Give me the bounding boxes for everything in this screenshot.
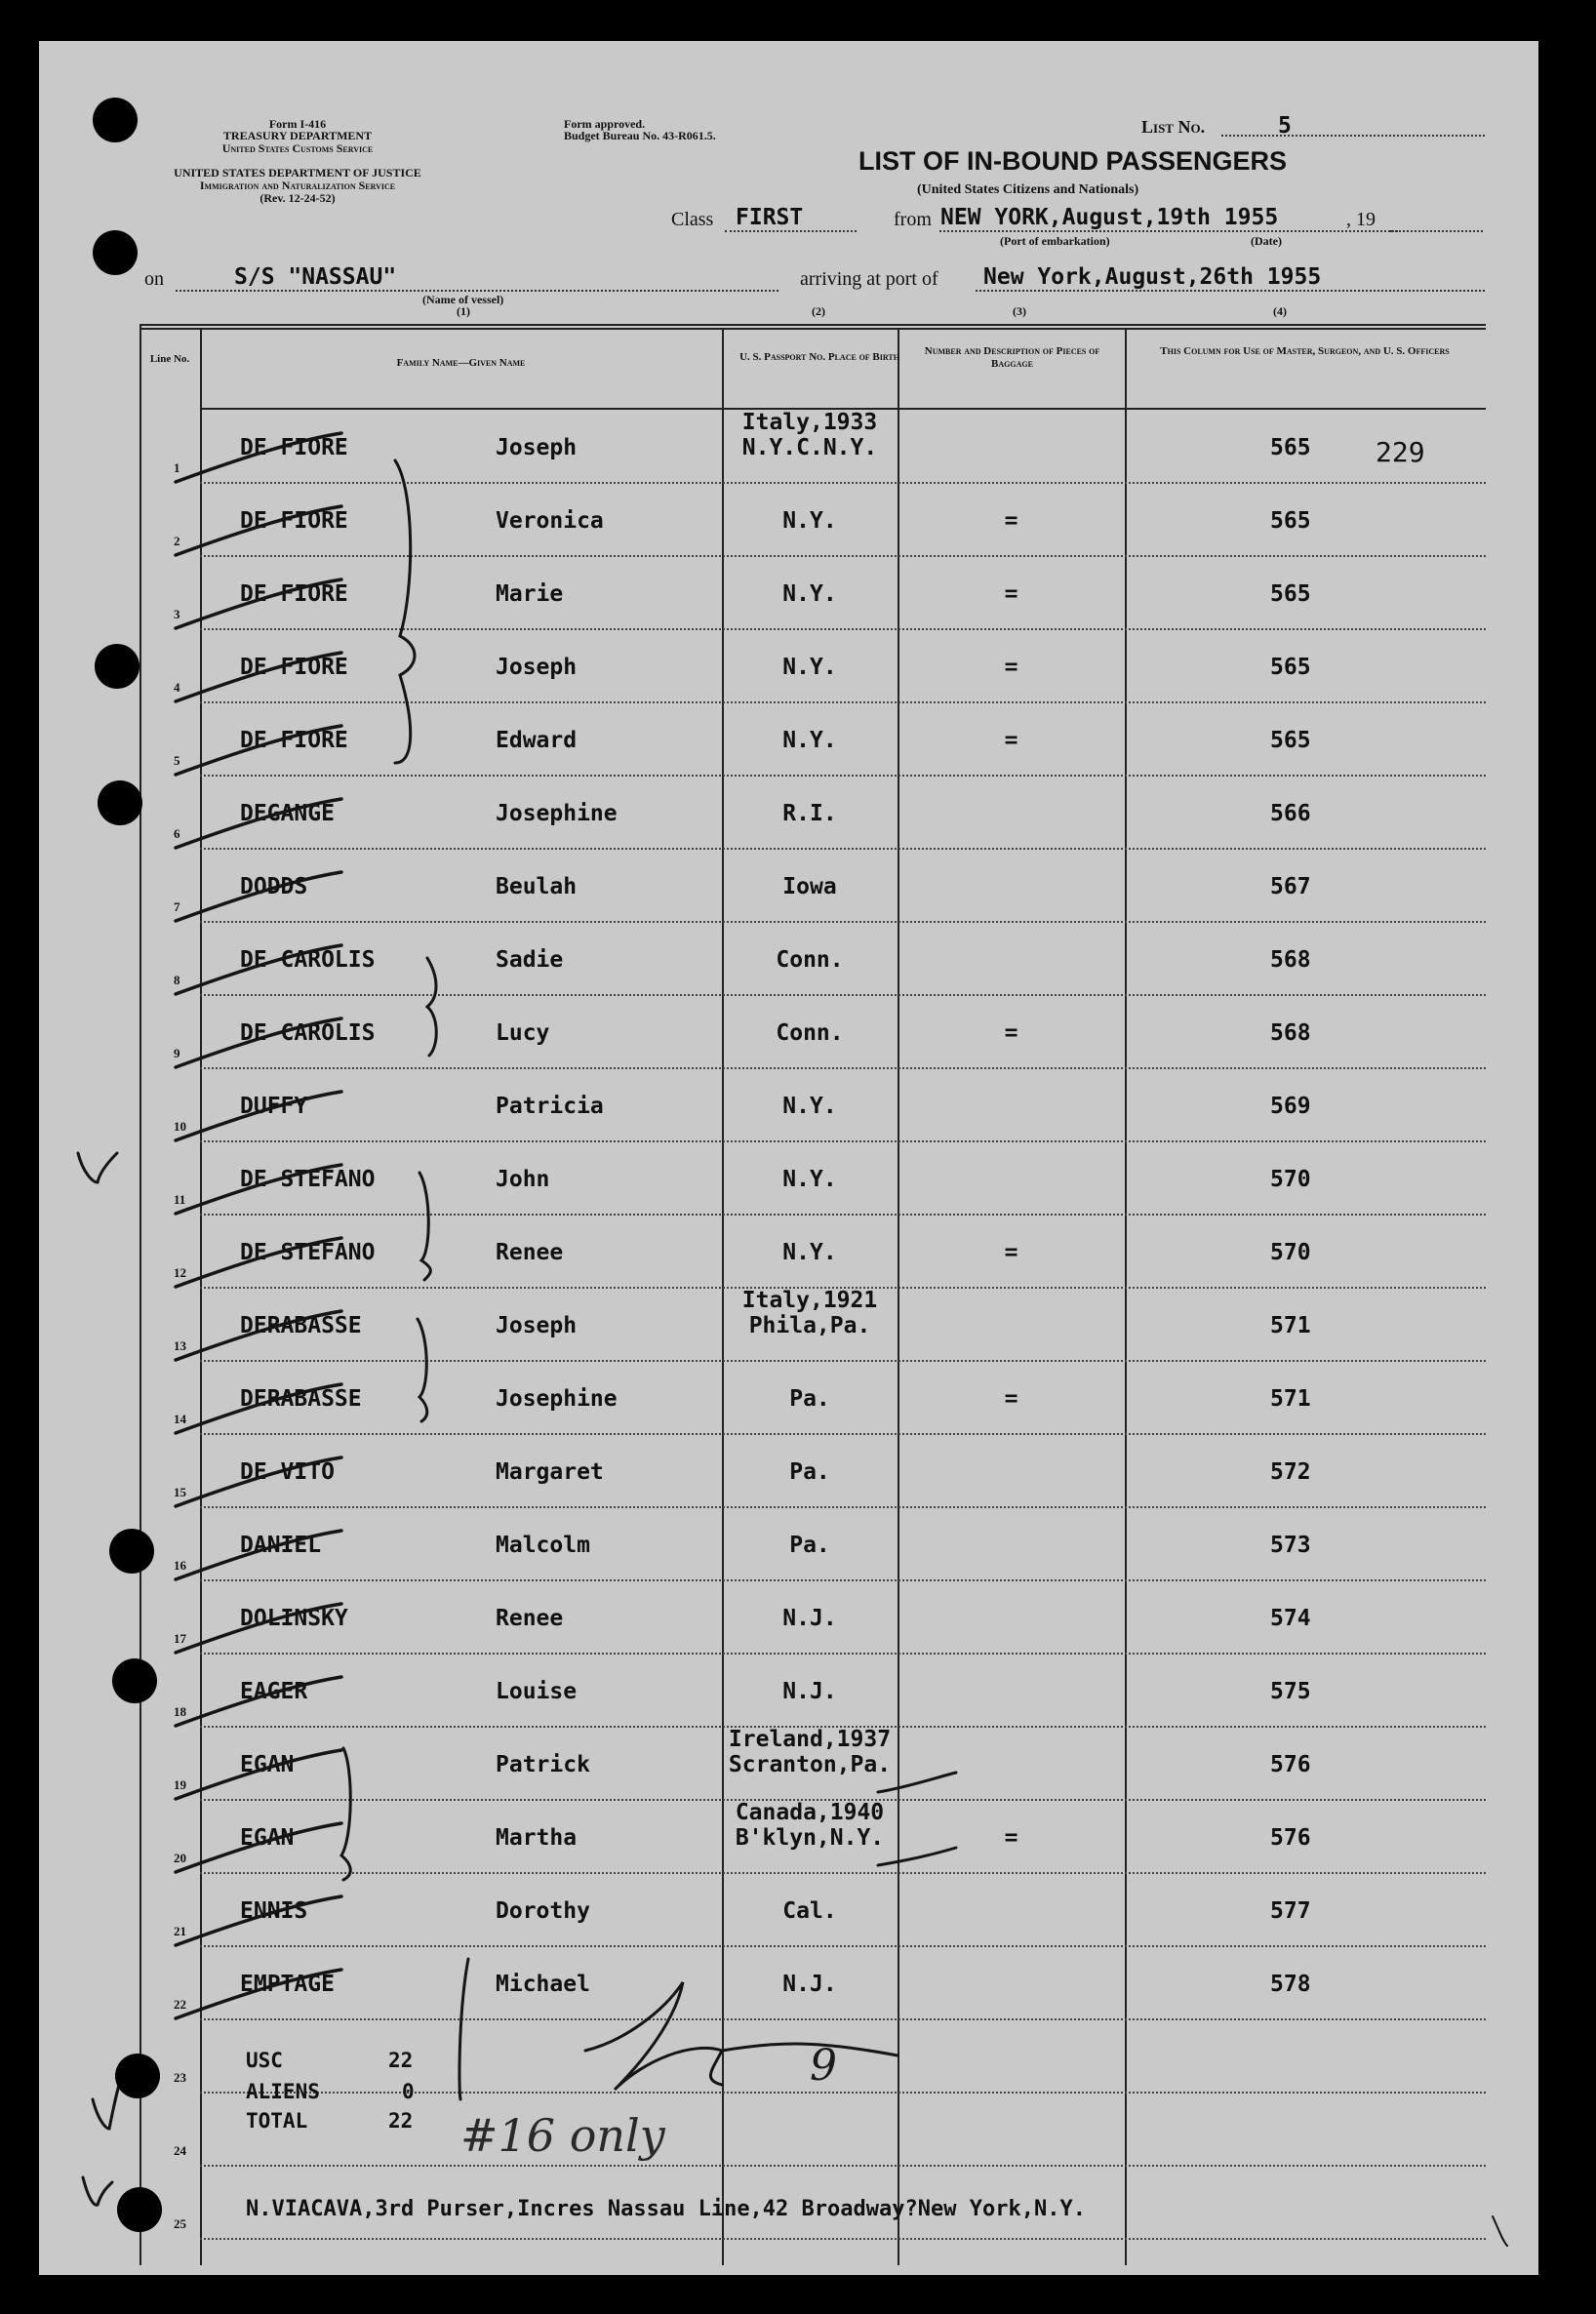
place-of-birth: N.J.	[782, 1972, 837, 1997]
family-name: EAGER	[240, 1679, 308, 1704]
officer-number: 569	[1270, 1094, 1311, 1119]
margin-mark	[1493, 2216, 1507, 2246]
officer-number: 565	[1270, 508, 1311, 534]
given-name: John	[496, 1167, 550, 1192]
officer-number: 570	[1270, 1240, 1311, 1265]
place-of-birth: Cal.	[782, 1898, 837, 1924]
line-number: 15	[174, 1485, 186, 1499]
check-stroke	[176, 653, 341, 701]
officer-number: 576	[1270, 1752, 1311, 1777]
officer-number: 567	[1270, 874, 1311, 899]
given-name: Sadie	[496, 947, 564, 973]
signature-bracket	[459, 1959, 468, 2099]
caption-2: (2)	[812, 304, 825, 318]
family-name: DEGANGE	[240, 801, 335, 826]
place-of-birth: Iowa	[782, 874, 837, 899]
family-name: DE FIORE	[240, 655, 348, 680]
line-number: 23	[174, 2070, 186, 2085]
col-name: Family Name—Given Name	[396, 357, 526, 369]
place-of-birth: R.I.	[782, 801, 837, 826]
check-stroke	[176, 1238, 341, 1287]
class-value: FIRST	[736, 205, 804, 230]
check-stroke	[176, 1677, 341, 1726]
place-of-birth: B'klyn,N.Y.	[735, 1825, 885, 1851]
check-stroke	[176, 1823, 341, 1872]
line-number: 25	[174, 2216, 186, 2231]
usc-count: 22	[388, 2049, 414, 2072]
family-name: DE STEFANO	[240, 1167, 376, 1192]
check-stroke	[176, 1018, 341, 1067]
family-name: DE FIORE	[240, 581, 348, 607]
margin-checkmark	[78, 1153, 117, 1182]
line-number: 14	[174, 1412, 186, 1426]
place-of-birth: N.J.	[782, 1606, 837, 1631]
purser-signature-line: N.VIACAVA,3rd Purser,Incres Nassau Line,42 Broadway?New York,N.Y.	[246, 2197, 1086, 2221]
given-name: Patrick	[496, 1752, 590, 1777]
usc-label: USC	[246, 2049, 283, 2072]
check-stroke	[176, 1384, 341, 1433]
officer-number: 576	[1270, 1825, 1311, 1851]
birth-year: Italy,1921	[741, 1288, 878, 1313]
place-of-birth: N.Y.	[782, 581, 837, 607]
col-line-no: Line No.	[149, 353, 190, 365]
place-of-birth: N.Y.C.N.Y.	[741, 435, 878, 460]
place-of-birth: N.Y.	[782, 1240, 837, 1265]
baggage-mark: =	[1004, 1240, 1018, 1265]
page-subtitle: (United States Citizens and Nationals)	[917, 182, 1139, 197]
check-stroke	[176, 945, 341, 994]
line-number: 6	[174, 826, 180, 841]
col-passport: U. S. Passport No. Place of Birth	[739, 351, 899, 363]
family-name: DE CAROLIS	[240, 947, 376, 973]
place-of-birth: Scranton,Pa.	[728, 1752, 892, 1777]
family-name: DE VITO	[240, 1459, 335, 1485]
birth-year: Italy,1933	[741, 410, 878, 435]
line-number: 5	[174, 753, 180, 768]
birth-year: Ireland,1937	[728, 1727, 892, 1752]
line-number: 1	[174, 460, 180, 475]
family-name: DE FIORE	[240, 728, 348, 753]
given-name: Michael	[496, 1972, 590, 1997]
date-caption: (Date)	[1251, 234, 1282, 248]
line-number: 9	[174, 1046, 180, 1060]
family-name: DE CAROLIS	[240, 1020, 376, 1046]
family-name: EGAN	[240, 1752, 295, 1777]
line-number: 16	[174, 1558, 186, 1573]
check-stroke	[176, 1604, 341, 1653]
check-stroke	[176, 1311, 341, 1360]
given-name: Patricia	[496, 1094, 604, 1119]
line-number: 20	[174, 1851, 186, 1865]
family-name: DERABASSE	[240, 1313, 362, 1338]
baggage-mark: =	[1004, 655, 1018, 680]
place-of-birth: N.Y.	[782, 1167, 837, 1192]
family-name: EMPTAGE	[240, 1972, 335, 1997]
page-stamp: 229	[1376, 436, 1425, 468]
handwritten-signature	[585, 1982, 898, 2090]
given-name: Lucy	[496, 1020, 550, 1046]
officer-number: 566	[1270, 801, 1311, 826]
check-stroke	[176, 1970, 341, 2018]
officer-number: 578	[1270, 1972, 1311, 1997]
col-officers: This Column for Use of Master, Surgeon, and U. S. Officers	[1160, 345, 1450, 357]
baggage-mark: =	[1004, 1825, 1018, 1851]
form-number: Form I-416	[268, 117, 327, 131]
place-of-birth: N.Y.	[782, 728, 837, 753]
form-approved: Form approved.	[564, 117, 646, 131]
margin-checkmark	[83, 2177, 112, 2205]
place-of-birth: Pa.	[789, 1386, 830, 1412]
line-number: 12	[174, 1265, 186, 1280]
officer-number: 574	[1270, 1606, 1311, 1631]
punch-hole	[115, 2054, 160, 2098]
check-stroke	[176, 799, 341, 848]
baggage-mark: =	[1004, 728, 1018, 753]
place-of-birth: N.Y.	[782, 655, 837, 680]
place-of-birth: Conn.	[776, 1020, 844, 1046]
place-of-birth: Conn.	[776, 947, 844, 973]
given-name: Martha	[496, 1825, 578, 1851]
year-suffix: , 19	[1346, 209, 1376, 230]
officer-number: 565	[1270, 655, 1311, 680]
family-name: DE STEFANO	[240, 1240, 376, 1265]
given-name: Edward	[496, 728, 578, 753]
birth-year: Canada,1940	[735, 1800, 885, 1825]
line-number: 18	[174, 1704, 186, 1719]
place-of-birth: N.Y.	[782, 508, 837, 534]
budget-bureau: Budget Bureau No. 43-R061.5.	[564, 129, 716, 142]
handwritten-initial: 9	[810, 2041, 837, 2091]
revision: (Rev. 12-24-52)	[259, 191, 336, 205]
check-stroke	[176, 1531, 341, 1579]
family-name: DODDS	[240, 874, 308, 899]
family-name: DERABASSE	[240, 1386, 362, 1412]
aliens-label: ALIENS	[246, 2080, 320, 2103]
check-stroke	[176, 726, 341, 775]
strike-mark	[878, 1773, 956, 1792]
baggage-mark: =	[1004, 508, 1018, 534]
treasury-department: TREASURY DEPARTMENT	[222, 129, 373, 142]
check-stroke	[176, 872, 341, 921]
on-label: on	[144, 268, 164, 290]
given-name: Josephine	[496, 801, 618, 826]
family-name: EGAN	[240, 1825, 295, 1851]
given-name: Dorothy	[496, 1898, 590, 1924]
ink-marks	[39, 41, 1538, 2275]
baggage-mark: =	[1004, 1020, 1018, 1046]
handwritten-note: #16 only	[460, 2109, 665, 2162]
arriving-label: arriving at port of	[800, 268, 938, 290]
check-stroke	[176, 506, 341, 555]
punch-hole	[95, 644, 140, 689]
brace-derabasse	[418, 1319, 427, 1421]
line-number: 22	[174, 1997, 186, 2012]
line-number: 2	[174, 534, 180, 548]
list-no-value: 5	[1278, 113, 1292, 139]
check-stroke	[176, 1092, 341, 1140]
from-label: from	[894, 209, 932, 230]
line-number: 7	[174, 899, 180, 914]
aliens-count: 0	[402, 2080, 415, 2103]
officer-number: 572	[1270, 1459, 1311, 1485]
punch-hole	[112, 1658, 157, 1703]
line-number: 21	[174, 1924, 186, 1938]
officer-number: 577	[1270, 1898, 1311, 1924]
punch-hole	[98, 780, 142, 825]
place-of-birth: N.J.	[782, 1679, 837, 1704]
line-number: 13	[174, 1338, 186, 1353]
check-stroke	[176, 1457, 341, 1506]
total-count: 22	[388, 2109, 414, 2133]
family-name: DE FIORE	[240, 435, 348, 460]
officer-number: 575	[1270, 1679, 1311, 1704]
page-title: LIST OF IN-BOUND PASSENGERS	[858, 146, 1288, 176]
line-number: 24	[174, 2143, 186, 2158]
line-number: 19	[174, 1777, 186, 1792]
brace-destefano	[419, 1173, 430, 1280]
vessel-caption: (Name of vessel)	[422, 293, 504, 306]
check-stroke	[176, 1896, 341, 1945]
family-name: DANIEL	[240, 1533, 322, 1558]
given-name: Marie	[496, 581, 564, 607]
caption-4: (4)	[1273, 304, 1287, 318]
customs-service: United States Customs Service	[221, 141, 374, 155]
given-name: Louise	[496, 1679, 578, 1704]
place-of-birth: Pa.	[789, 1459, 830, 1485]
officer-number: 571	[1270, 1313, 1311, 1338]
check-stroke	[176, 1165, 341, 1214]
officer-number: 571	[1270, 1386, 1311, 1412]
caption-3: (3)	[1013, 304, 1026, 318]
officer-number: 573	[1270, 1533, 1311, 1558]
department-of-justice: UNITED STATES DEPARTMENT OF JUSTICE	[174, 166, 421, 180]
class-label: Class	[671, 209, 714, 230]
manifest-sheet	[39, 41, 1538, 2275]
given-name: Josephine	[496, 1386, 618, 1412]
officer-number: 568	[1270, 947, 1311, 973]
line-number: 10	[174, 1119, 186, 1134]
given-name: Joseph	[496, 435, 578, 460]
vessel-name: S/S "NASSAU"	[234, 264, 397, 290]
check-stroke	[176, 433, 341, 482]
given-name: Malcolm	[496, 1533, 590, 1558]
strike-mark	[878, 1848, 956, 1865]
place-of-birth: Phila,Pa.	[748, 1313, 871, 1338]
family-name: ENNIS	[240, 1898, 308, 1924]
caption-1: (1)	[457, 304, 470, 318]
check-stroke	[176, 1750, 341, 1799]
baggage-mark: =	[1004, 1386, 1018, 1412]
family-name: DUFFY	[240, 1094, 308, 1119]
line-number: 11	[174, 1192, 186, 1207]
total-label: TOTAL	[246, 2109, 308, 2133]
line-number: 3	[174, 607, 180, 621]
list-no-label: List No.	[1141, 117, 1206, 137]
given-name: Veronica	[496, 508, 604, 534]
family-name: DE FIORE	[240, 508, 348, 534]
embarkation: NEW YORK,August,19th 1955	[940, 205, 1279, 230]
punch-hole	[109, 1529, 154, 1574]
officer-number: 570	[1270, 1167, 1311, 1192]
brace-egan	[341, 1748, 350, 1880]
given-name: Renee	[496, 1606, 564, 1631]
line-number: 8	[174, 973, 180, 987]
given-name: Joseph	[496, 655, 578, 680]
line-number: 17	[174, 1631, 186, 1646]
place-of-birth: Pa.	[789, 1533, 830, 1558]
officer-number: 565	[1270, 728, 1311, 753]
family-name: DOLINSKY	[240, 1606, 348, 1631]
line-number: 4	[174, 680, 180, 695]
place-of-birth: N.Y.	[782, 1094, 837, 1119]
punch-hole	[117, 2187, 162, 2232]
brace-decarolis	[427, 958, 436, 1056]
punch-hole	[93, 230, 138, 275]
given-name: Margaret	[496, 1459, 604, 1485]
check-stroke	[176, 579, 341, 628]
ins: Immigration and Naturalization Service	[199, 179, 396, 192]
col-baggage: Number and Description of Pieces of Baggage	[924, 345, 1100, 370]
given-name: Renee	[496, 1240, 564, 1265]
officer-number: 565	[1270, 581, 1311, 607]
arrival-port-date: New York,August,26th 1955	[983, 264, 1322, 290]
port-caption: (Port of embarkation)	[1000, 234, 1110, 248]
officer-number: 565	[1270, 435, 1311, 460]
officer-number: 568	[1270, 1020, 1311, 1046]
baggage-mark: =	[1004, 581, 1018, 607]
brace-defiore	[395, 460, 415, 763]
given-name: Joseph	[496, 1313, 578, 1338]
given-name: Beulah	[496, 874, 578, 899]
punch-hole	[93, 98, 138, 142]
